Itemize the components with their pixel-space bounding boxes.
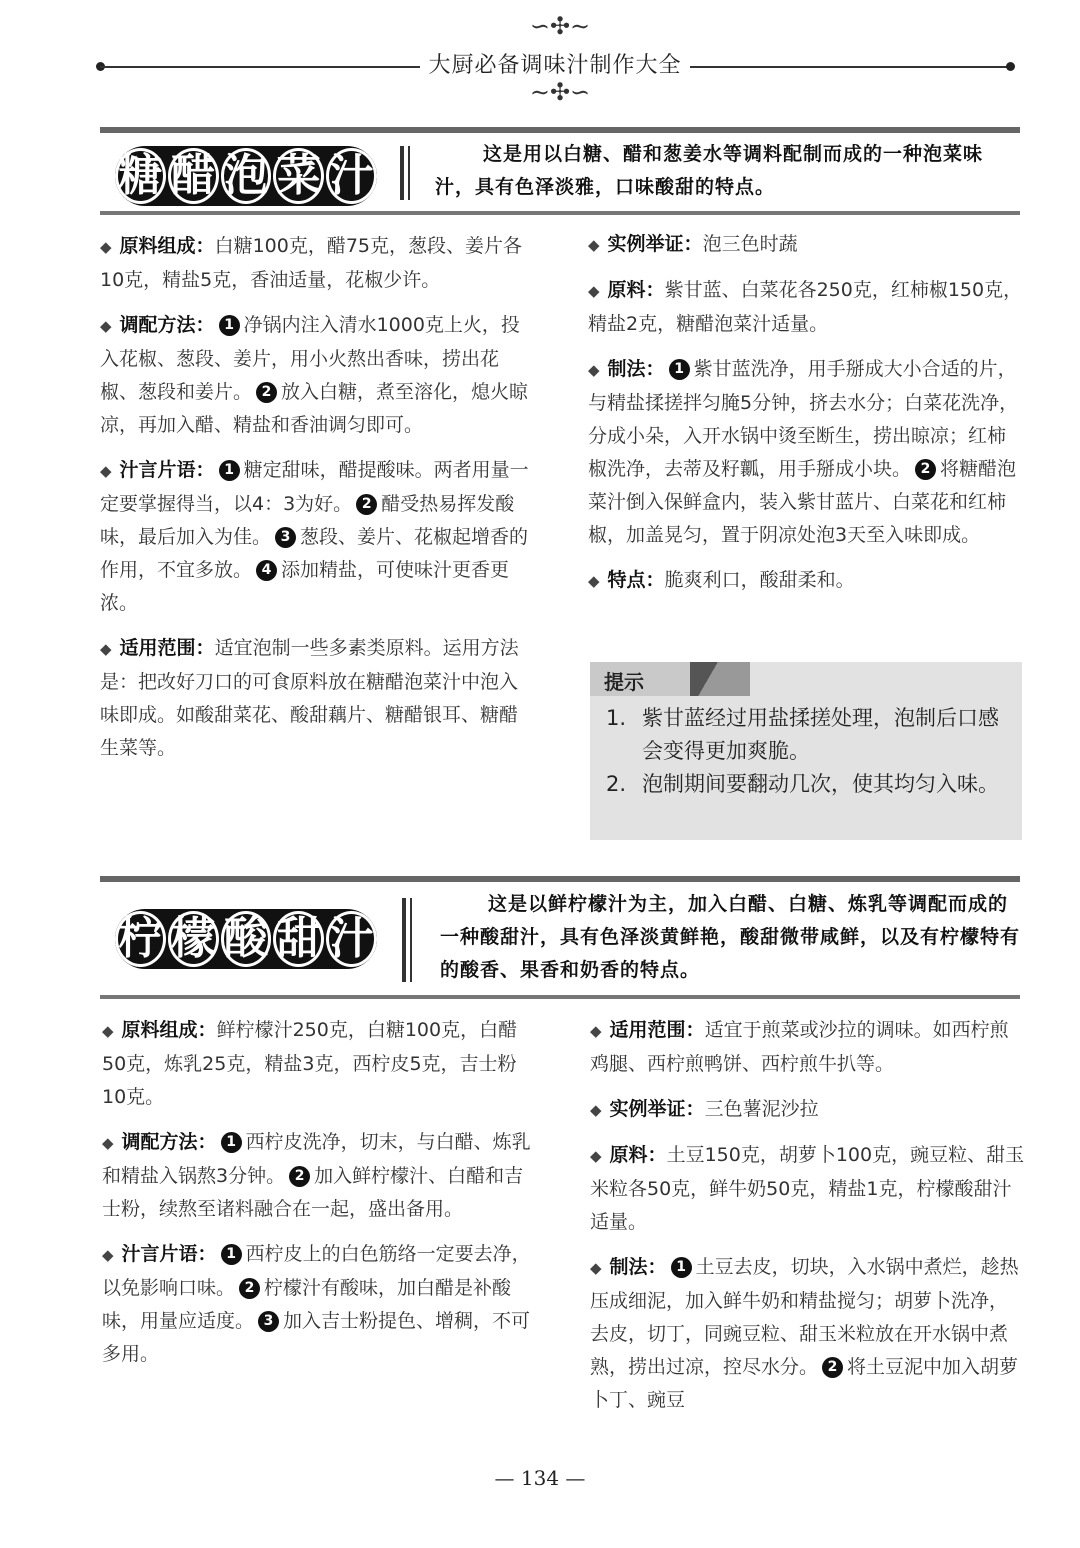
tip-item-number: 1. bbox=[606, 706, 627, 730]
tip-box bbox=[590, 662, 1022, 840]
text: 泡三色时蔬 bbox=[702, 233, 798, 255]
text: 鲜柠檬汁250克，白糖100克，白醋50克，炼乳25克，精盐3克，西柠皮5克，吉士粉10克。 bbox=[102, 1019, 518, 1108]
text: 加入吉士粉提色、增稠，不可多用。 bbox=[102, 1310, 531, 1365]
diamond-bullet-icon: ◆ bbox=[588, 236, 600, 254]
label: 原料组成： bbox=[119, 235, 215, 257]
text: 土豆150克，胡萝卜100克，豌豆粒、甜玉米粒各50克，鲜牛奶50克，精盐1克，柠檬酸甜汁适量。 bbox=[590, 1144, 1025, 1233]
label: 汁言片语： bbox=[119, 459, 215, 481]
text: 柠檬汁有酸味，加白醋是补酸味，用量应适度。 bbox=[102, 1277, 512, 1332]
text: 三色薯泥沙拉 bbox=[704, 1098, 819, 1120]
step-number-icon: 1 bbox=[221, 1244, 242, 1265]
title-char: 甜 bbox=[273, 911, 324, 967]
section-intro: 这是用以白糖、醋和葱姜水等调料配制而成的一种泡菜味汁，具有色泽淡雅，口味酸甜的特点。 bbox=[435, 143, 984, 198]
tip-title: 提示 bbox=[604, 670, 644, 694]
label: 汁言片语： bbox=[121, 1243, 217, 1265]
rule-right bbox=[690, 66, 1010, 68]
divider-bar bbox=[402, 898, 406, 982]
step-number-icon: 1 bbox=[669, 359, 690, 380]
method-paragraph bbox=[100, 309, 536, 442]
method-paragraph bbox=[102, 1126, 538, 1226]
method-paragraph bbox=[588, 353, 1024, 552]
step-number-icon: 2 bbox=[239, 1278, 260, 1299]
diamond-bullet-icon: ◆ bbox=[590, 1147, 602, 1165]
section-title-badge bbox=[115, 142, 380, 212]
rule-dot-right bbox=[1006, 62, 1015, 71]
example-paragraph bbox=[590, 1093, 1026, 1127]
feature-paragraph bbox=[588, 564, 1024, 598]
text: 土豆去皮，切块，入水锅中煮烂，趁热压成细泥，加入鲜牛奶和精盐搅匀；胡萝卜洗净，去皮，切丁，同豌豆粒、甜玉米粒放在开水锅中煮熟，捞出过凉，控尽水分。 bbox=[590, 1256, 1019, 1378]
step-number-icon: 1 bbox=[221, 1132, 242, 1153]
section-title-badge bbox=[115, 905, 380, 975]
text: 净锅内注入清水1000克上火，投入花椒、葱段、姜片，用小火熬出香味，捞出花椒、葱段和姜片。 bbox=[100, 314, 520, 403]
step-number-icon: 2 bbox=[256, 382, 277, 403]
tip-item-text: 泡制期间要翻动几次，使其均匀入味。 bbox=[642, 772, 999, 796]
text: 西柠皮洗净，切末，与白醋、炼乳和精盐入锅熬3分钟。 bbox=[102, 1131, 531, 1187]
divider-bar bbox=[410, 898, 412, 982]
label: 原料组成： bbox=[121, 1019, 217, 1041]
step-number-icon: 3 bbox=[258, 1311, 279, 1332]
title-char: 檬 bbox=[168, 911, 219, 967]
tip-list bbox=[600, 702, 1012, 801]
ingredients-paragraph bbox=[590, 1139, 1026, 1239]
title-char: 泡 bbox=[221, 148, 272, 204]
step-number-icon: 2 bbox=[289, 1166, 310, 1187]
section1-right-column bbox=[588, 228, 1024, 610]
diamond-bullet-icon: ◆ bbox=[588, 361, 600, 379]
text: 醋受热易挥发酸味，最后加入为佳。 bbox=[100, 493, 515, 548]
tip-item-text: 紫甘蓝经过用盐揉搓处理，泡制后口感会变得更加爽脆。 bbox=[642, 706, 999, 763]
ornament-bottom-icon: ∼✣∽ bbox=[529, 78, 591, 106]
title-char: 糖 bbox=[115, 148, 166, 204]
text: 白糖100克，醋75克，葱段、姜片各10克，精盐5克，香油适量，花椒少许。 bbox=[100, 235, 523, 291]
step-number-icon: 1 bbox=[219, 315, 240, 336]
diamond-bullet-icon: ◆ bbox=[102, 1246, 114, 1264]
text: 葱段、姜片、花椒起增香的作用，不宜多放。 bbox=[100, 526, 529, 581]
text: 放入白糖，煮至溶化，熄火晾凉，再加入醋、精盐和香油调匀即可。 bbox=[100, 381, 529, 436]
label: 适用范围： bbox=[119, 637, 215, 659]
ingredients-paragraph bbox=[100, 230, 536, 297]
label: 特点： bbox=[607, 569, 665, 591]
usage-paragraph bbox=[590, 1014, 1026, 1081]
label: 制法： bbox=[607, 358, 665, 380]
book-title: 大厨必备调味汁制作大全 bbox=[428, 53, 682, 78]
usage-paragraph bbox=[100, 632, 536, 765]
page-number: — 134 — bbox=[494, 1466, 586, 1490]
method-paragraph bbox=[590, 1251, 1026, 1417]
step-number-icon: 1 bbox=[671, 1257, 692, 1278]
label: 原料： bbox=[609, 1144, 667, 1166]
ingredients-paragraph bbox=[102, 1014, 538, 1114]
tip-item bbox=[600, 702, 1012, 768]
diamond-bullet-icon: ◆ bbox=[590, 1259, 602, 1277]
section2-right-column bbox=[590, 1014, 1026, 1424]
tips-paragraph bbox=[102, 1238, 538, 1371]
text: 将土豆泥中加入胡萝卜丁、豌豆 bbox=[590, 1356, 1019, 1411]
text: 紫甘蓝洗净，用手掰成大小合适的片，与精盐揉搓拌匀腌5分钟，挤去水分；白菜花洗净，分成小朵，入开水锅中烫至断生，捞出晾凉；红柿椒洗净，去蒂及籽瓤，用手掰成小块。 bbox=[588, 358, 1019, 480]
tip-stripe bbox=[690, 662, 750, 696]
label: 调配方法： bbox=[121, 1131, 217, 1153]
label: 调配方法： bbox=[119, 314, 215, 336]
divider-bar bbox=[408, 146, 410, 200]
text: 西柠皮上的白色筋络一定要去净，以免影响口味。 bbox=[102, 1243, 531, 1299]
label: 实例举证： bbox=[609, 1098, 705, 1120]
text: 紫甘蓝、白菜花各250克，红柿椒150克，精盐2克，糖醋泡菜汁适量。 bbox=[588, 279, 1023, 335]
step-number-icon: 2 bbox=[356, 494, 377, 515]
title-char: 柠 bbox=[115, 911, 166, 967]
divider-bar bbox=[400, 146, 404, 200]
label: 制法： bbox=[609, 1256, 667, 1278]
title-char: 汁 bbox=[326, 911, 377, 967]
diamond-bullet-icon: ◆ bbox=[100, 317, 112, 335]
diamond-bullet-icon: ◆ bbox=[588, 282, 600, 300]
title-char: 菜 bbox=[273, 148, 324, 204]
step-number-icon: 1 bbox=[219, 460, 240, 481]
section-band-bottom bbox=[100, 995, 1020, 999]
label: 原料： bbox=[607, 279, 665, 301]
tips-paragraph bbox=[100, 454, 536, 620]
step-number-icon: 2 bbox=[915, 459, 936, 480]
title-char: 汁 bbox=[326, 148, 377, 204]
title-char: 酸 bbox=[221, 911, 272, 967]
diamond-bullet-icon: ◆ bbox=[102, 1022, 114, 1040]
text: 糖定甜味，醋提酸味。两者用量一定要掌握得当，以4：3为好。 bbox=[100, 459, 529, 515]
section-band-top bbox=[100, 127, 1020, 133]
page-header bbox=[0, 0, 1080, 110]
text: 将糖醋泡菜汁倒入保鲜盒内，装入紫甘蓝片、白菜花和红柿椒，加盖晃匀，置于阴凉处泡3天至入味即成。 bbox=[588, 458, 1017, 546]
label: 实例举证： bbox=[607, 233, 703, 255]
title-char: 醋 bbox=[168, 148, 219, 204]
tip-item-number: 2. bbox=[606, 772, 627, 796]
rule-left bbox=[100, 66, 420, 68]
section-band-top bbox=[100, 876, 1020, 882]
example-paragraph bbox=[588, 228, 1024, 262]
diamond-bullet-icon: ◆ bbox=[590, 1101, 602, 1119]
label: 适用范围： bbox=[609, 1019, 705, 1041]
diamond-bullet-icon: ◆ bbox=[100, 462, 112, 480]
text: 脆爽利口，酸甜柔和。 bbox=[664, 569, 855, 591]
section-band-bottom bbox=[100, 211, 1020, 215]
step-number-icon: 3 bbox=[275, 527, 296, 548]
step-number-icon: 4 bbox=[256, 560, 277, 581]
diamond-bullet-icon: ◆ bbox=[588, 572, 600, 590]
diamond-bullet-icon: ◆ bbox=[590, 1022, 602, 1040]
text: 添加精盐，可使味汁更香更浓。 bbox=[100, 559, 510, 614]
ornament-top-icon: ∽✣∼ bbox=[529, 12, 591, 40]
diamond-bullet-icon: ◆ bbox=[102, 1134, 114, 1152]
ingredients-paragraph bbox=[588, 274, 1024, 341]
text: 适宜于煎菜或沙拉的调味。如西柠煎鸡腿、西柠煎鸭饼、西柠煎牛扒等。 bbox=[590, 1019, 1009, 1075]
diamond-bullet-icon: ◆ bbox=[100, 238, 112, 256]
section1-left-column bbox=[100, 230, 536, 777]
text: 加入鲜柠檬汁、白醋和吉士粉，续熬至诸料融合在一起，盛出备用。 bbox=[102, 1165, 524, 1220]
tip-item bbox=[600, 768, 1012, 801]
step-number-icon: 2 bbox=[822, 1357, 843, 1378]
section2-left-column bbox=[102, 1014, 538, 1383]
section-intro: 这是以鲜柠檬汁为主，加入白醋、白糖、炼乳等调配而成的一种酸甜汁，具有色泽淡黄鲜艳，酸甜微带咸鲜，以及有柠檬特有的酸香、果香和奶香的特点。 bbox=[440, 893, 1021, 981]
text: 适宜泡制一些多素类原料。运用方法是：把改好刀口的可食原料放在糖醋泡菜汁中泡入味即成。如酸甜菜花、酸甜藕片、糖醋银耳、糖醋生菜等。 bbox=[100, 637, 519, 759]
diamond-bullet-icon: ◆ bbox=[100, 640, 112, 658]
